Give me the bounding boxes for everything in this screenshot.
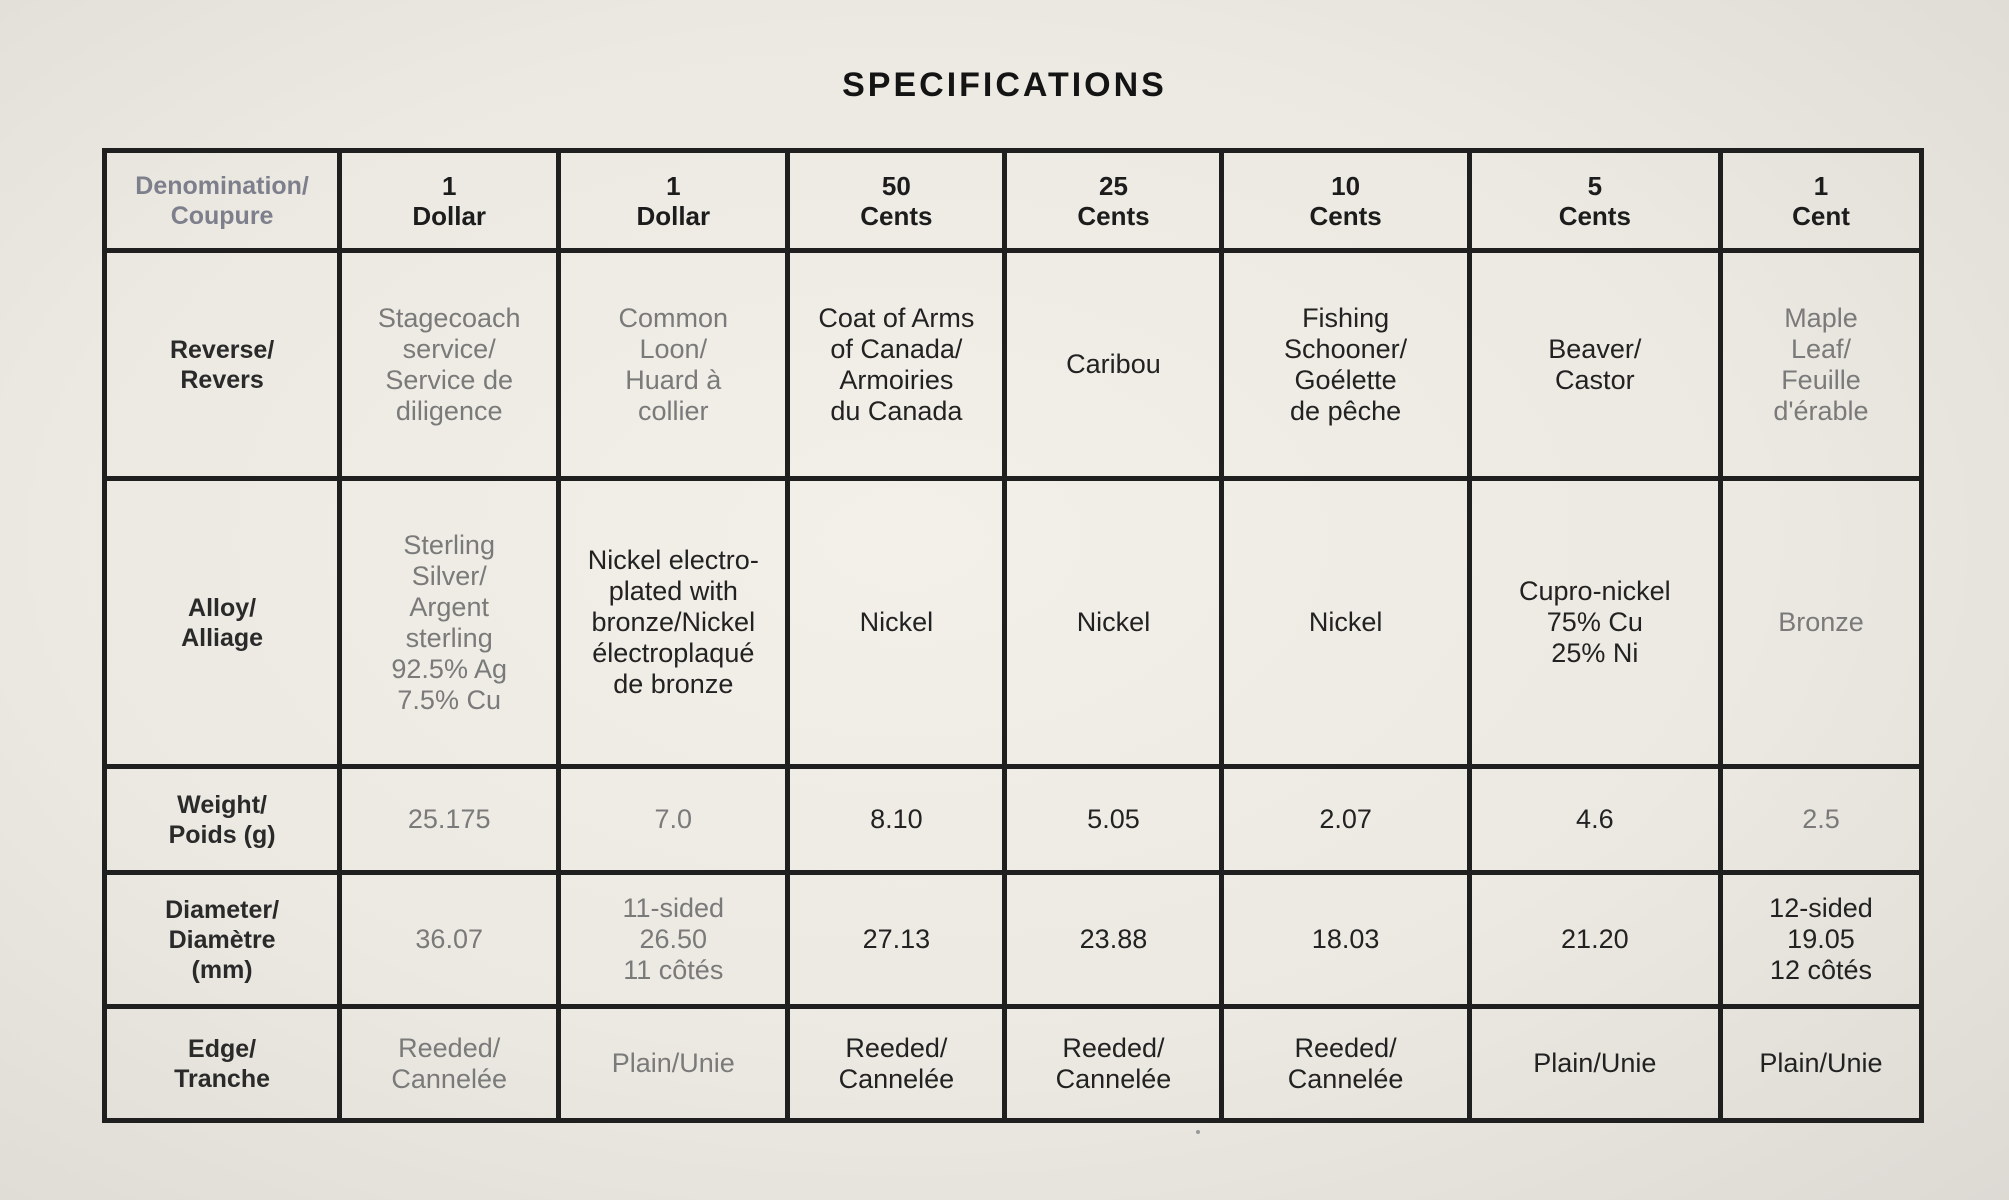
row-label: Edge/ Tranche — [105, 1007, 340, 1121]
row-label: Reverse/ Revers — [105, 251, 340, 479]
row-label: Alloy/ Alliage — [105, 479, 340, 767]
table-cell: Reeded/ Cannelée — [788, 1007, 1005, 1121]
paper-speck — [1196, 1130, 1200, 1134]
table-cell: Stagecoach service/ Service de diligence — [340, 251, 559, 479]
header-row — [105, 151, 1922, 251]
table-cell: 21.20 — [1469, 873, 1720, 1007]
table-cell: 8.10 — [788, 767, 1005, 873]
table-cell: Beaver/ Castor — [1469, 251, 1720, 479]
table-cell: 12-sided 19.05 12 côtés — [1720, 873, 1921, 1007]
column-header: 1 Dollar — [340, 151, 559, 251]
row-label: Weight/ Poids (g) — [105, 767, 340, 873]
table-cell: Reeded/ Cannelée — [1222, 1007, 1469, 1121]
table-cell: Maple Leaf/ Feuille d'érable — [1720, 251, 1921, 479]
table-cell: Plain/Unie — [559, 1007, 788, 1121]
table-cell: Plain/Unie — [1469, 1007, 1720, 1121]
table-row-diameter — [105, 873, 1922, 1007]
table-cell: Nickel — [1222, 479, 1469, 767]
table-cell: Coat of Arms of Canada/ Armoiries du Canada — [788, 251, 1005, 479]
table-cell: 5.05 — [1005, 767, 1222, 873]
table-cell: 25.175 — [340, 767, 559, 873]
column-header: 50 Cents — [788, 151, 1005, 251]
table-row-weight — [105, 767, 1922, 873]
table-cell: Nickel — [788, 479, 1005, 767]
table-cell: 27.13 — [788, 873, 1005, 1007]
table-cell: Fishing Schooner/ Goélette de pêche — [1222, 251, 1469, 479]
table-cell: 36.07 — [340, 873, 559, 1007]
table-cell: Caribou — [1005, 251, 1222, 479]
column-header: 10 Cents — [1222, 151, 1469, 251]
table-row-edge — [105, 1007, 1922, 1121]
table-cell: Cupro-nickel 75% Cu 25% Ni — [1469, 479, 1720, 767]
table-cell: 7.0 — [559, 767, 788, 873]
table-row-reverse — [105, 251, 1922, 479]
table-cell: 18.03 — [1222, 873, 1469, 1007]
table-cell: 2.07 — [1222, 767, 1469, 873]
table-cell: Reeded/ Cannelée — [340, 1007, 559, 1121]
table-cell: Bronze — [1720, 479, 1921, 767]
denomination-header: Denomination/ Coupure — [105, 151, 340, 251]
table-cell: Nickel — [1005, 479, 1222, 767]
table-cell: Common Loon/ Huard à collier — [559, 251, 788, 479]
table-cell: 11-sided 26.50 11 côtés — [559, 873, 788, 1007]
table-cell: Reeded/ Cannelée — [1005, 1007, 1222, 1121]
table-row-alloy — [105, 479, 1922, 767]
table-cell: 2.5 — [1720, 767, 1921, 873]
table-cell: Plain/Unie — [1720, 1007, 1921, 1121]
row-label: Diameter/ Diamètre (mm) — [105, 873, 340, 1007]
column-header: 5 Cents — [1469, 151, 1720, 251]
table-cell: Sterling Silver/ Argent sterling 92.5% Ag 7.5% Cu — [340, 479, 559, 767]
specifications-table — [102, 148, 1924, 1123]
page-title: SPECIFICATIONS — [842, 66, 1167, 104]
table-cell: 4.6 — [1469, 767, 1720, 873]
column-header: 1 Cent — [1720, 151, 1921, 251]
column-header: 1 Dollar — [559, 151, 788, 251]
table-cell: Nickel electro- plated with bronze/Nickel électroplaqué de bronze — [559, 479, 788, 767]
column-header: 25 Cents — [1005, 151, 1222, 251]
table-cell: 23.88 — [1005, 873, 1222, 1007]
